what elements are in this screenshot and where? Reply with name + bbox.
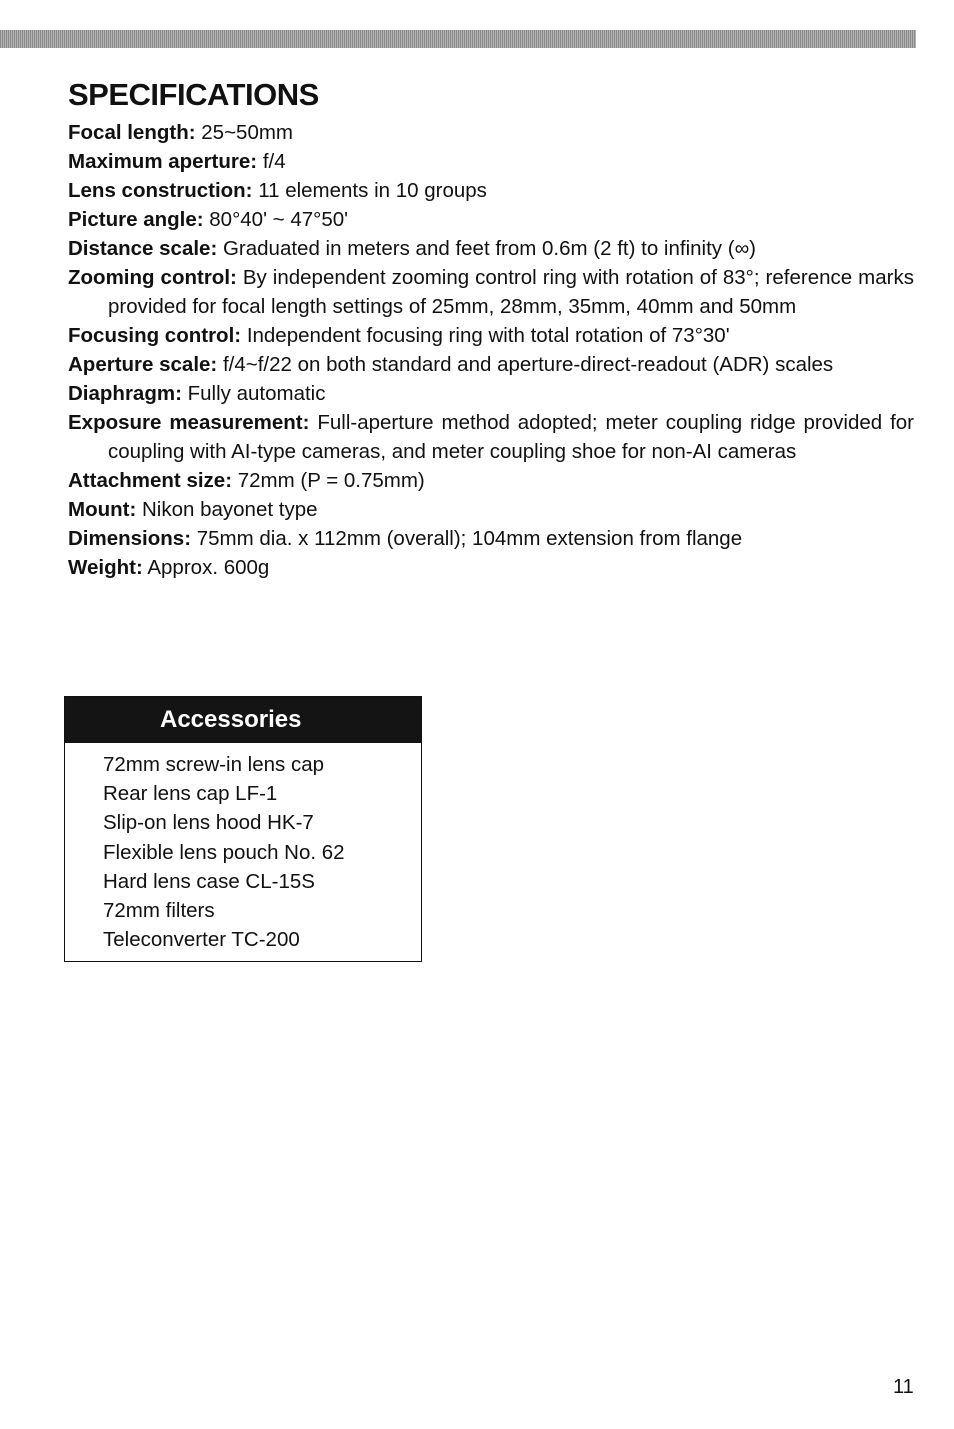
spec-value: 75mm dia. x 112mm (overall); 104mm extension from flange bbox=[196, 527, 743, 550]
spec-label: Dimensions: bbox=[68, 527, 192, 550]
spec-value: Fully automatic bbox=[187, 382, 326, 405]
spec-lens-construction bbox=[68, 176, 914, 205]
spec-value: 72mm (P = 0.75mm) bbox=[237, 469, 425, 492]
accessory-item: Rear lens cap LF-1 bbox=[103, 782, 278, 806]
spec-value: 11 elements in 10 groups bbox=[258, 179, 487, 202]
spec-label: Focal length: bbox=[68, 121, 196, 144]
accessory-item: 72mm screw-in lens cap bbox=[103, 753, 325, 776]
spec-aperture-scale bbox=[68, 350, 914, 379]
spec-label: Maximum aperture: bbox=[68, 150, 258, 173]
accessories-heading: Accessories bbox=[65, 697, 421, 743]
spec-weight bbox=[68, 553, 914, 582]
spec-focusing-control bbox=[68, 321, 914, 350]
spec-attachment-size bbox=[68, 466, 914, 495]
spec-distance-scale bbox=[68, 234, 914, 263]
page-number: 11 bbox=[893, 1376, 914, 1398]
spec-value: f/4~f/22 on both standard and aperture-direct-readout (ADR) scales bbox=[222, 353, 834, 376]
spec-value: Graduated in meters and feet from 0.6m (2 ft) to infinity (∞) bbox=[222, 237, 757, 260]
spec-maximum-aperture bbox=[68, 147, 914, 176]
spec-label: Lens construction: bbox=[68, 179, 253, 202]
spec-zooming-control bbox=[68, 263, 914, 321]
accessory-item: Hard lens case CL-15S bbox=[103, 869, 315, 893]
spec-value: 25~50mm bbox=[201, 121, 293, 144]
spec-label: Weight: bbox=[68, 556, 143, 579]
top-decorative-band bbox=[0, 30, 916, 48]
spec-label: Exposure measurement: bbox=[68, 411, 310, 434]
spec-label: Distance scale: bbox=[68, 237, 218, 260]
spec-exposure-measurement bbox=[68, 408, 914, 466]
spec-focal-length bbox=[68, 118, 914, 147]
accessory-item: Teleconverter TC-200 bbox=[103, 928, 300, 952]
spec-mount bbox=[68, 495, 914, 524]
spec-label: Diaphragm: bbox=[68, 382, 182, 405]
spec-value: By independent zooming control ring with rotation of 83°; reference marks provided for focal length settings of 25mm, 28mm, 35mm, 40mm and 50mm bbox=[108, 266, 914, 318]
spec-label: Attachment size: bbox=[68, 469, 233, 492]
spec-value: Independent focusing ring with total rotation of 73°30' bbox=[246, 324, 730, 347]
page-title: SPECIFICATIONS bbox=[68, 77, 319, 112]
spec-label: Mount: bbox=[68, 498, 137, 521]
spec-diaphragm bbox=[68, 379, 914, 408]
accessories-list bbox=[65, 743, 421, 954]
accessory-item: 72mm filters bbox=[103, 899, 215, 923]
spec-dimensions bbox=[68, 524, 914, 553]
spec-label: Focusing control: bbox=[68, 324, 242, 347]
spec-picture-angle bbox=[68, 205, 914, 234]
spec-label: Picture angle: bbox=[68, 208, 204, 231]
spec-value: Full-aperture method adopted; meter coupling ridge provided for coupling with AI-type cameras, and meter coupling shoe for non-AI cameras bbox=[108, 411, 914, 463]
spec-value: Nikon bayonet type bbox=[142, 498, 318, 521]
spec-label: Aperture scale: bbox=[68, 353, 218, 376]
spec-value: f/4 bbox=[262, 150, 286, 173]
spec-value: Approx. 600g bbox=[147, 556, 270, 579]
accessories-box bbox=[64, 696, 422, 962]
spec-value: 80°40' ~ 47°50' bbox=[209, 208, 349, 231]
spec-label: Zooming control: bbox=[68, 266, 237, 289]
accessory-item: Flexible lens pouch No. 62 bbox=[103, 840, 345, 864]
specifications-list bbox=[68, 118, 914, 582]
accessory-item: Slip-on lens hood HK-7 bbox=[103, 811, 314, 835]
